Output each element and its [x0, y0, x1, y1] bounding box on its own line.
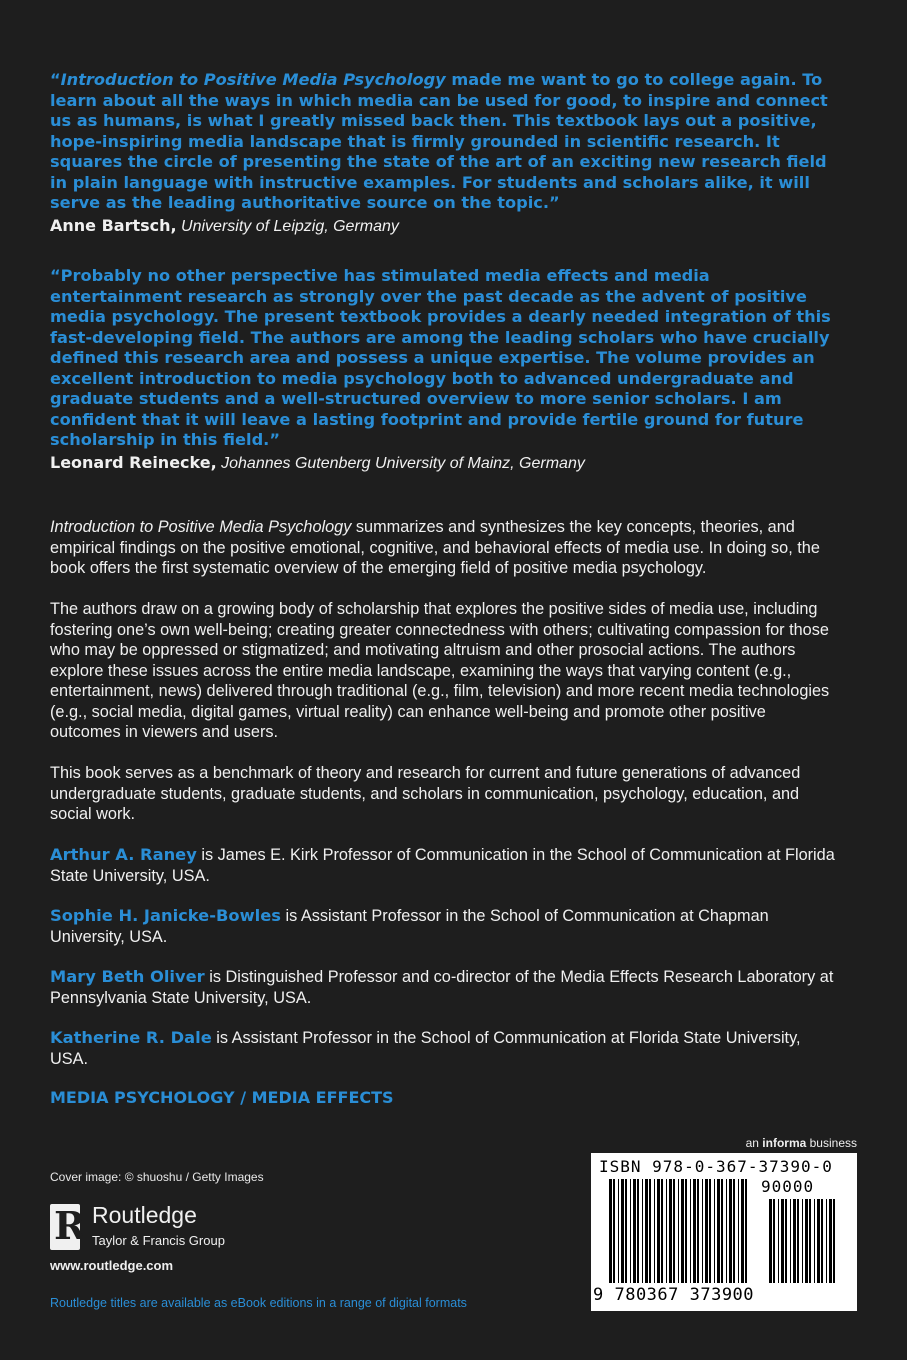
endorsement-1-text: [50, 70, 840, 214]
endorser-name: Anne Bartsch,: [50, 215, 177, 235]
description-paragraph-1: [50, 517, 840, 579]
open-quote: “: [50, 70, 61, 89]
endorsement-1-book-title: Introduction to Positive Media Psychology: [60, 70, 446, 89]
author-bio: is James E. Kirk Professor of Communication in the School of Communication at Florida State University, USA.: [50, 846, 835, 885]
publisher-website: www.routledge.com: [50, 1258, 174, 1273]
subject-category: MEDIA PSYCHOLOGY / MEDIA EFFECTS: [50, 1088, 394, 1107]
informa-prefix: an: [745, 1136, 763, 1150]
author-bio-4: [50, 1028, 840, 1069]
description-paragraph-3: This book serves as a benchmark of theory and research for current and future generations of advanced undergraduate students, graduate students, and scholars in communication, psychology, education, and social work.: [50, 764, 801, 823]
author-name: Sophie H. Janicke-Bowles: [50, 906, 281, 925]
logo-mark-letter: R: [54, 1203, 86, 1248]
author-bio: is Assistant Professor in the School of Communication at Chapman University, USA.: [50, 907, 769, 946]
barcode-addon-bars: [769, 1199, 839, 1283]
description-paragraph-2: The authors draw on a growing body of scholarship that explores the positive sides of media use, including fostering one’s own well-being; creating greater connectedness with others; cultivating compassion for those who may be oppressed or stigmatized; and motivating altruism and other prosocial actions. The authors explore these issues across the entire media landscape, examining the ways that varying content (e.g., entertainment, news) delivered through traditional (e.g., film, television) and more recent media technologies (e.g., social media, digital games, virtual reality) can enhance well-being and promote other positive outcomes in viewers and users.: [50, 600, 830, 741]
barcode-main-bars: [609, 1179, 749, 1283]
barcode-number: 9 780367 373900: [593, 1285, 755, 1305]
endorsement-2-text: “Probably no other perspective has stimulated media effects and media entertainment research as strongly over the past decade as the advent of positive media psychology. The present textbook provides a dearly needed integration of this fast-developing field. The authors are among the leading scholars who have crucially defined this research area and possess a unique expertise. The volume provides an excellent introduction to media psychology both to advanced undergraduate and graduate students and a well-structured overview to more senior scholars. I am confident that it will leave a lasting footprint and provide fertile ground for future scholarship in this field.”: [50, 266, 831, 449]
price-code: 90000: [761, 1177, 815, 1196]
endorsement-1-attribution: [50, 216, 840, 237]
cover-credit: Cover image: © shuoshu / Getty Images: [50, 1170, 264, 1184]
isbn-text: ISBN 978-0-367-37390-0: [599, 1157, 833, 1176]
routledge-logo-icon: [50, 1203, 86, 1250]
endorsement-1: [50, 70, 840, 237]
endorser-affiliation: Johannes Gutenberg University of Mainz, Germany: [221, 454, 585, 472]
informa-suffix: business: [806, 1136, 857, 1150]
author-bio: is Assistant Professor in the School of Communication at Florida State University, USA.: [50, 1029, 801, 1068]
endorser-affiliation: University of Leipzig, Germany: [181, 217, 399, 235]
informa-brand: informa: [762, 1136, 807, 1150]
book-title: Introduction to Positive Media Psychology: [50, 518, 352, 536]
isbn-barcode: [591, 1153, 857, 1311]
endorsement-2-attribution: [50, 453, 840, 474]
author-name: Mary Beth Oliver: [50, 967, 205, 986]
endorsement-1-body: made me want to go to college again. To learn about all the ways in which media can be used for good, to inspire and connect us as humans, is what I greatly missed back then. This textbook lays out a positive, hope-inspiring media landscape that is firmly grounded in scientific research. It squares the circle of presenting the state of the art of an exciting new research field in plain language with instructive examples. For students and scholars alike, it will serve as the leading authoritative source on the topic.”: [50, 70, 828, 212]
author-bio: is Distinguished Professor and co-director of the Media Effects Research Laboratory at Pennsylvania State University, USA.: [50, 968, 834, 1007]
publisher-footer: [50, 1170, 550, 1310]
author-name: Katherine R. Dale: [50, 1028, 212, 1047]
author-name: Arthur A. Raney: [50, 845, 197, 864]
publisher-name: Routledge: [92, 1202, 197, 1228]
description-p1-text: summarizes and synthesizes the key concepts, theories, and empirical findings on the positive emotional, cognitive, and behavioral effects of media use. In doing so, the book offers the first systematic overview of the emerging field of positive media psychology.: [50, 518, 820, 577]
informa-tagline: [746, 1136, 857, 1150]
endorsement-2: [50, 266, 840, 474]
author-bio-3: [50, 967, 840, 1008]
author-bio-2: [50, 906, 840, 947]
author-bio-1: [50, 845, 840, 886]
routledge-logo: [50, 1200, 310, 1256]
endorser-name: Leonard Reinecke,: [50, 452, 217, 472]
publisher-group: Taylor & Francis Group: [92, 1233, 225, 1248]
ebook-note: Routledge titles are available as eBook editions in a range of digital formats: [50, 1296, 467, 1310]
